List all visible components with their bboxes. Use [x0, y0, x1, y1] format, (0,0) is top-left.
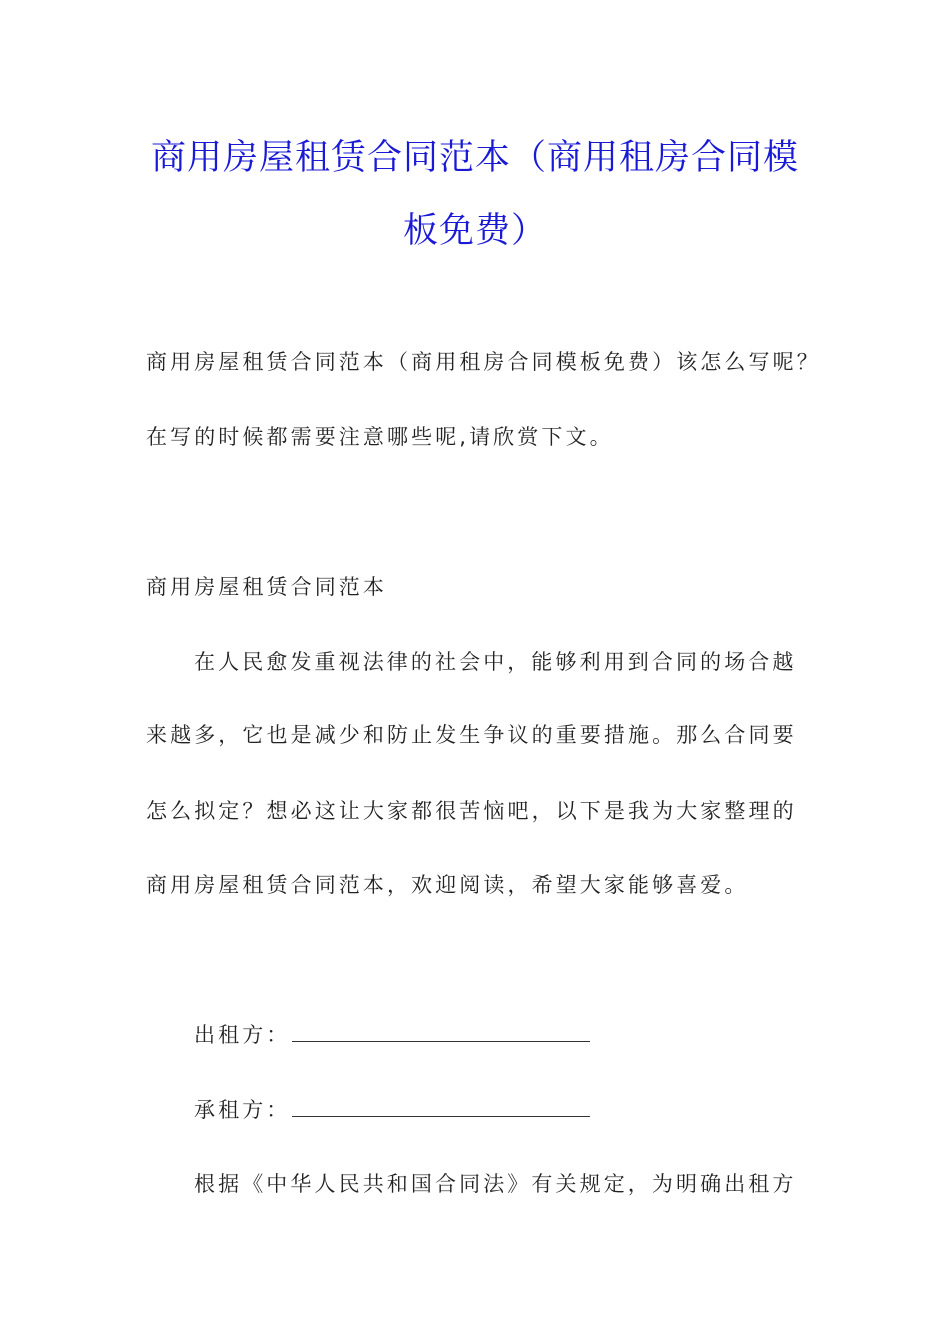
paragraph-1-line-3: 怎么拟定？想必这让大家都很苦恼吧，以下是我为大家整理的 [146, 799, 797, 823]
section-heading: 商用房屋租赁合同范本 [146, 575, 387, 599]
lessee-blank-line [292, 1115, 590, 1117]
document-title-line-2: 板免费） [402, 211, 547, 251]
intro-line-2: 在写的时候都需要注意哪些呢,请欣赏下文。 [146, 425, 614, 449]
document-title-line-1: 商用房屋租赁合同范本（商用租房合同模 [150, 138, 799, 178]
paragraph-1-line-4: 商用房屋租赁合同范本，欢迎阅读，希望大家能够喜爱。 [146, 873, 749, 897]
lessee-label: 承租方： [194, 1098, 291, 1122]
lessor-blank-line [292, 1040, 590, 1042]
paragraph-1-line-1: 在人民愈发重视法律的社会中，能够利用到合同的场合越 [194, 650, 797, 674]
lessor-field [194, 1019, 590, 1049]
paragraph-2-line-1: 根据《中华人民共和国合同法》有关规定，为明确出租方 [194, 1172, 797, 1196]
intro-line-1: 商用房屋租赁合同范本（商用租房合同模板免费）该怎么写呢？ [146, 350, 821, 374]
lessor-label: 出租方： [194, 1023, 291, 1047]
lessee-field [194, 1094, 590, 1124]
paragraph-1-line-2: 来越多，它也是减少和防止发生争议的重要措施。那么合同要 [146, 723, 797, 747]
